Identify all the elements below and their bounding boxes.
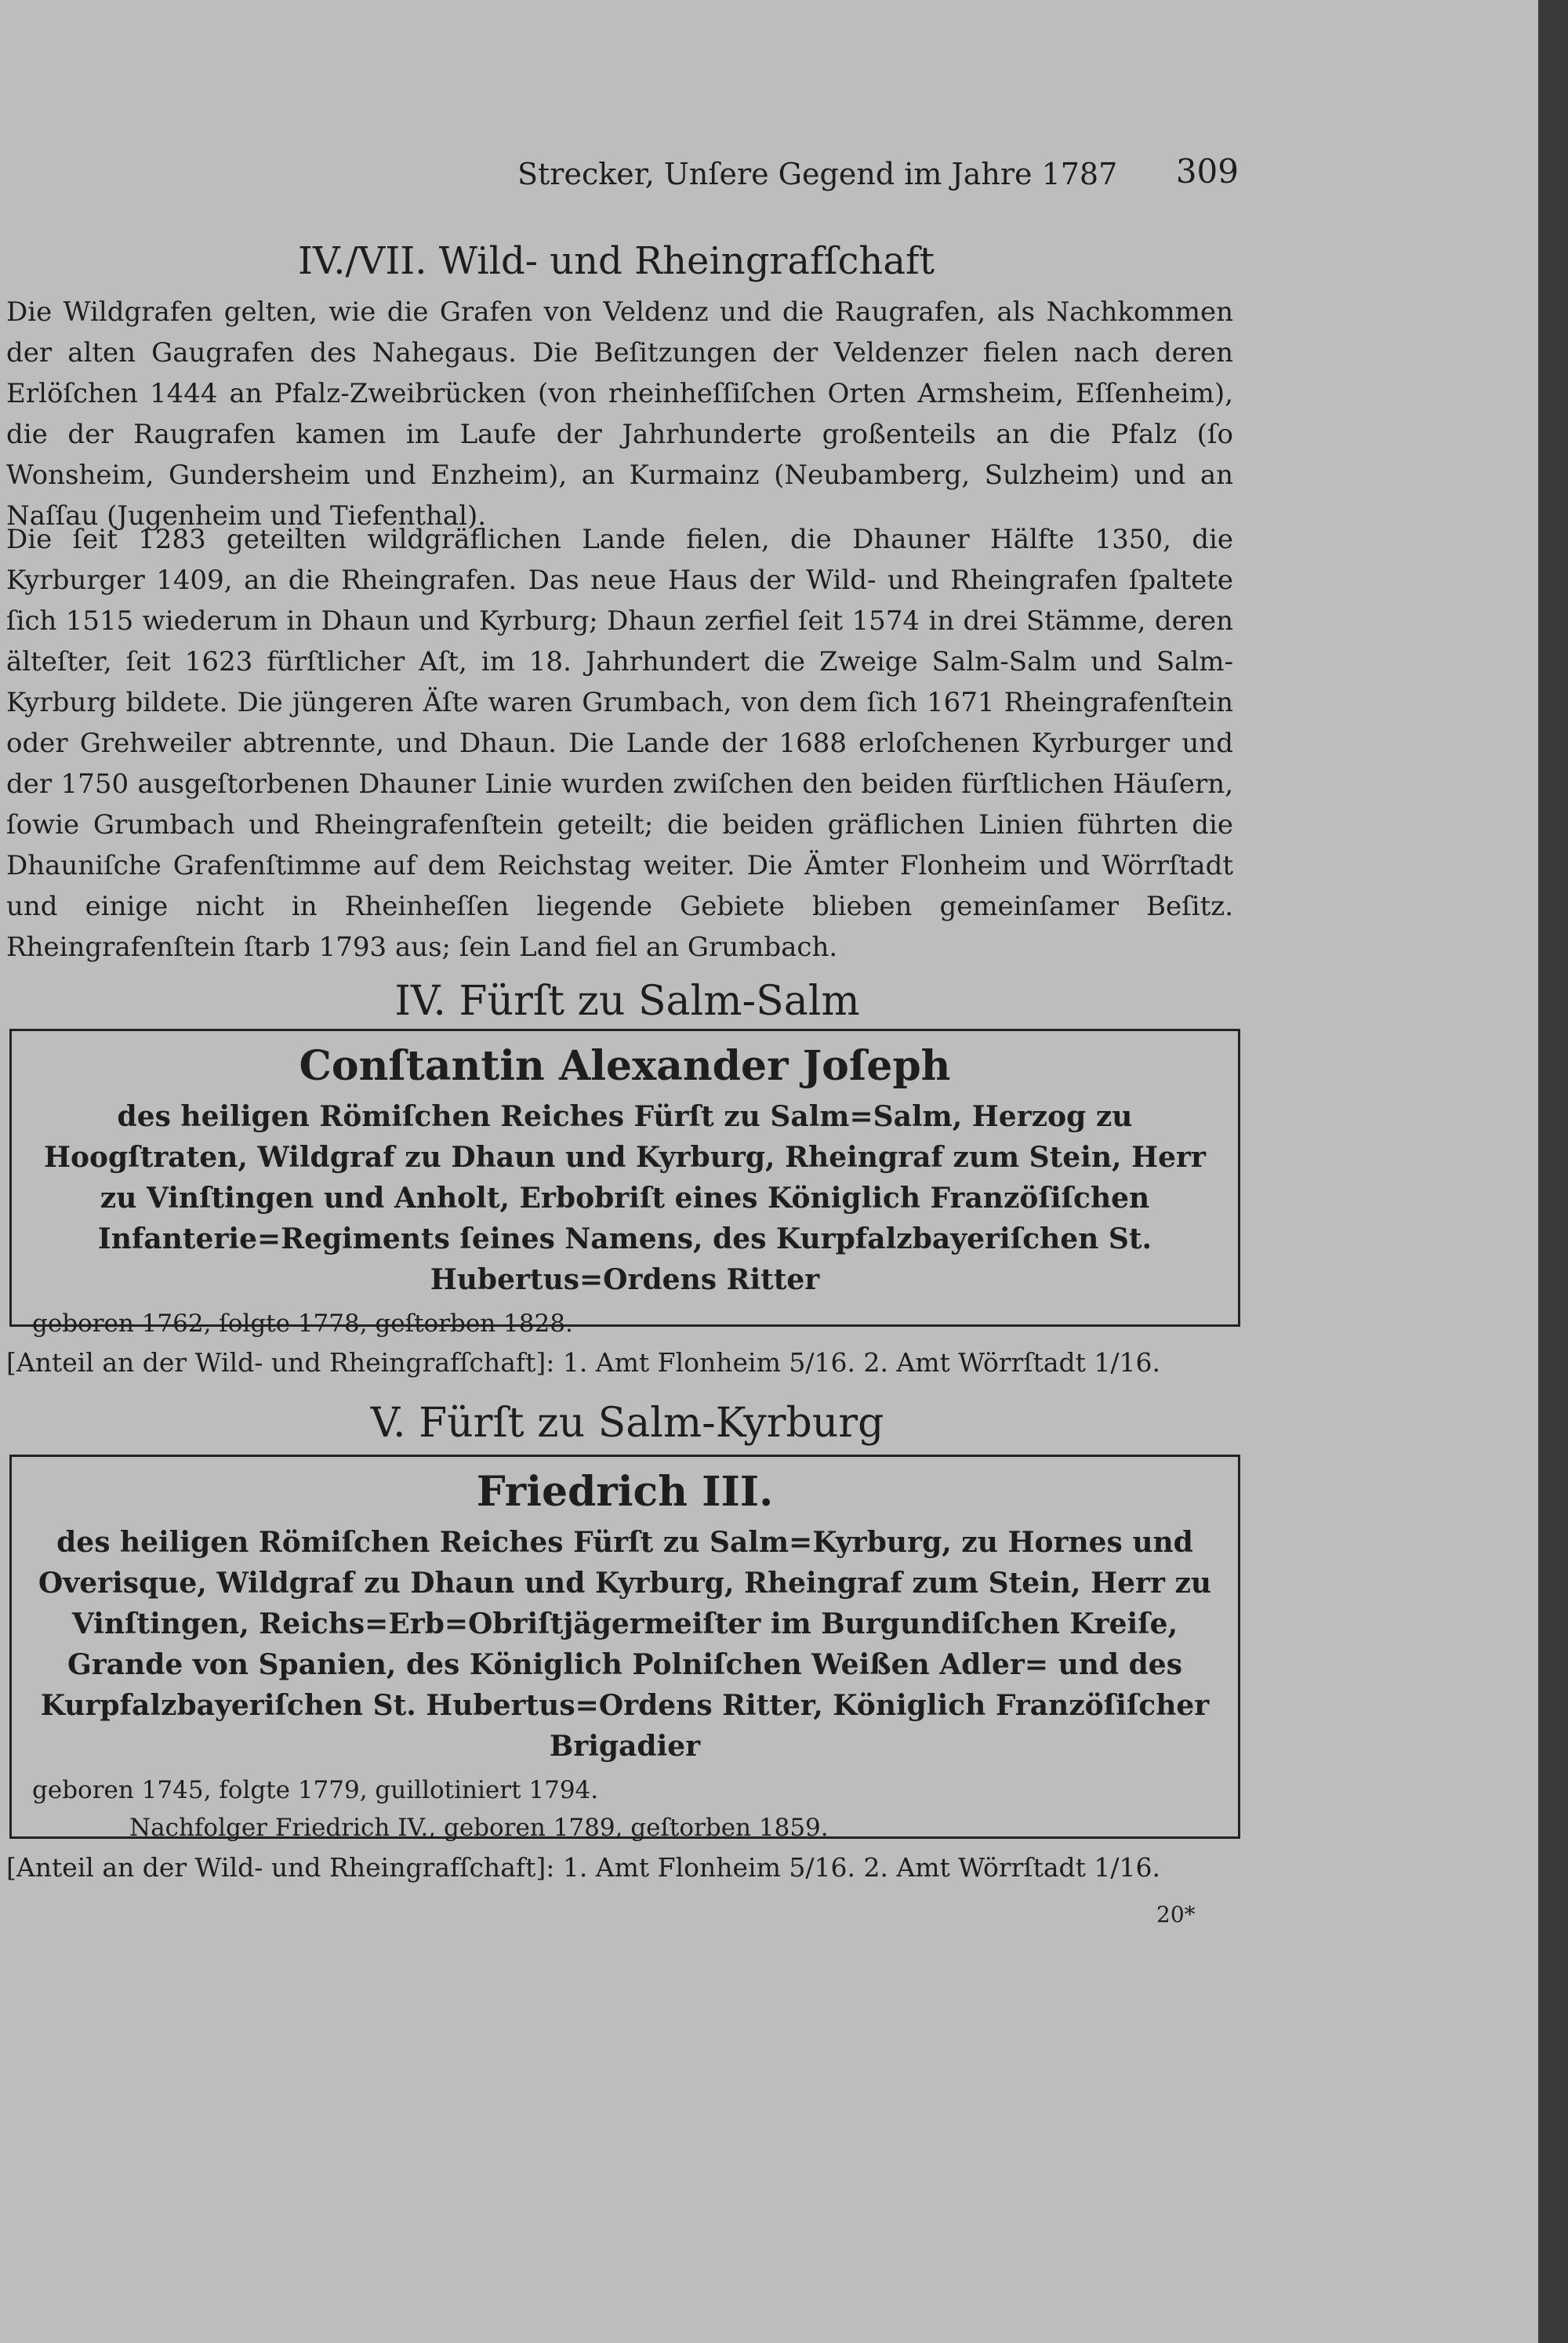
paragraph-lande: Die ſeit 1283 geteilten wildgräflichen Lande fielen, die Dhauner Hälfte 1350, die Kyrburger 1409, an die Rheingrafen. Das neue Haus der Wild- und Rheingrafen ſpaltete ſich 1515 wiederum in Dhaun und Kyrburg; Dhaun zerfiel ſeit 1574 in drei Stämme, deren älteſter, ſeit 1623 fürſtlicher Aſt, im 18. Jahrhundert die Zweige Salm-Salm und Salm-Kyrburg bildete. Die jüngeren Äſte waren Grumbach, von dem ſich 1671 Rheingrafenſtein oder Grehweiler abtrennte, und Dhaun. Die Lande der 1688 erloſchenen Kyrburger und der 1750 ausgeſtorbenen Dhauner Linie wurden zwiſchen den beiden fürſtlichen Häuſern, ſowie Grumbach und Rheingrafenſtein geteilt; die beiden gräflichen Linien führten die Dhauniſche Grafenſtimme auf dem Reichstag weiter. Die Ämter Flonheim und Wörrſtadt und einige nicht in Rheinheſſen liegende Gebiete blieben gemeinſamer Beſitz. Rheingrafenſtein ſtarb 1793 aus; ſein Land fiel an Grumbach. — [6, 524, 1233, 963]
section-title-salm-salm: IV. Fürſt zu Salm-Salm — [394, 978, 860, 1025]
page-header — [517, 152, 1239, 204]
section-title-salm-kyrburg: V. Fürſt zu Salm-Kyrburg — [370, 1400, 884, 1447]
ruler-titles: des heiligen Römiſchen Reiches Fürſt zu Salm=Salm, Herzog zu Hoogſtraten, Wildgraf zu Dhaun und Kyrburg, Rheingraf zum Stein, Herr zu Vinſtingen und Anholt, Erbobriſt eines Königlich Franzöſiſchen Infanterie=Regiments ſeines Namens, des Kurpfalzbayeriſchen St. Hubertus=Ordens Ritter — [44, 1100, 1206, 1296]
ruler-box-salm-salm — [9, 1029, 1240, 1338]
ruler-titles: des heiligen Römiſchen Reiches Fürſt zu Salm=Kyrburg, zu Hornes und Overisque, Wildgraf zu Dhaun und Kyrburg, Rheingraf zum Stein, Herr zu Vinſtingen, Reichs=Erb=Obriſtjägermeiſter im Burgundiſchen Kreiſe, Grande von Spanien, des Königlich Polniſchen Weißen Adler= und des Kurpfalzbayeriſchen St. Hubertus=Ordens Ritter, Königlich Franzöſiſcher Brigadier — [38, 1526, 1212, 1763]
paragraph-wildgrafen: Die Wildgrafen gelten, wie die Grafen von Veldenz und die Raugrafen, als Nachkommen der alten Gaugrafen des Nahegaus. Die Beſitzungen der Veldenzer fielen nach deren Erlöſchen 1444 an Pfalz-Zweibrücken (von rheinheſſiſchen Orten Armsheim, Eſſenheim), die der Raugrafen kamen im Laufe der Jahrhunderte großenteils an die Pfalz (ſo Wonsheim, Gundersheim und Enzheim), an Kurmainz (Neubamberg, Sulzheim) und an Naſſau (Jugenheim und Tiefenthal). — [6, 296, 1233, 532]
ruler-dates: geboren 1762, ſolgte 1778, geſtorben 1828. — [32, 1310, 573, 1338]
territory-share-salm-salm: [Anteil an der Wild- und Rheingrafſchaft]: 1. Amt Flonheim 5/16. 2. Amt Wörrſtadt 1/16. — [6, 1347, 1161, 1378]
ruler-name: Conſtantin Alexander Joſeph — [299, 1042, 951, 1090]
signature-mark: 20* — [1156, 1902, 1196, 1927]
ruler-name: Friedrich III. — [476, 1468, 774, 1516]
ruler-dates: geboren 1745, folgte 1779, guillotiniert 1794. — [32, 1776, 599, 1804]
section-title-wild-rheingrafschaft: IV./VII. Wild- und Rheingrafſchaft — [298, 239, 935, 283]
page-number: 309 — [1175, 152, 1239, 191]
page-edge-shadow — [1538, 0, 1568, 2343]
running-head: Strecker, Unſere Gegend im Jahre 1787 — [517, 157, 1118, 191]
territory-share-salm-kyrburg: [Anteil an der Wild- und Rheingrafſchaft]: 1. Amt Flonheim 5/16. 2. Amt Wörrſtadt 1/16. — [6, 1852, 1161, 1883]
ruler-box-salm-kyrburg — [9, 1455, 1240, 1842]
ruler-successor: Nachfolger Friedrich IV., geboren 1789, geſtorben 1859. — [129, 1814, 829, 1842]
